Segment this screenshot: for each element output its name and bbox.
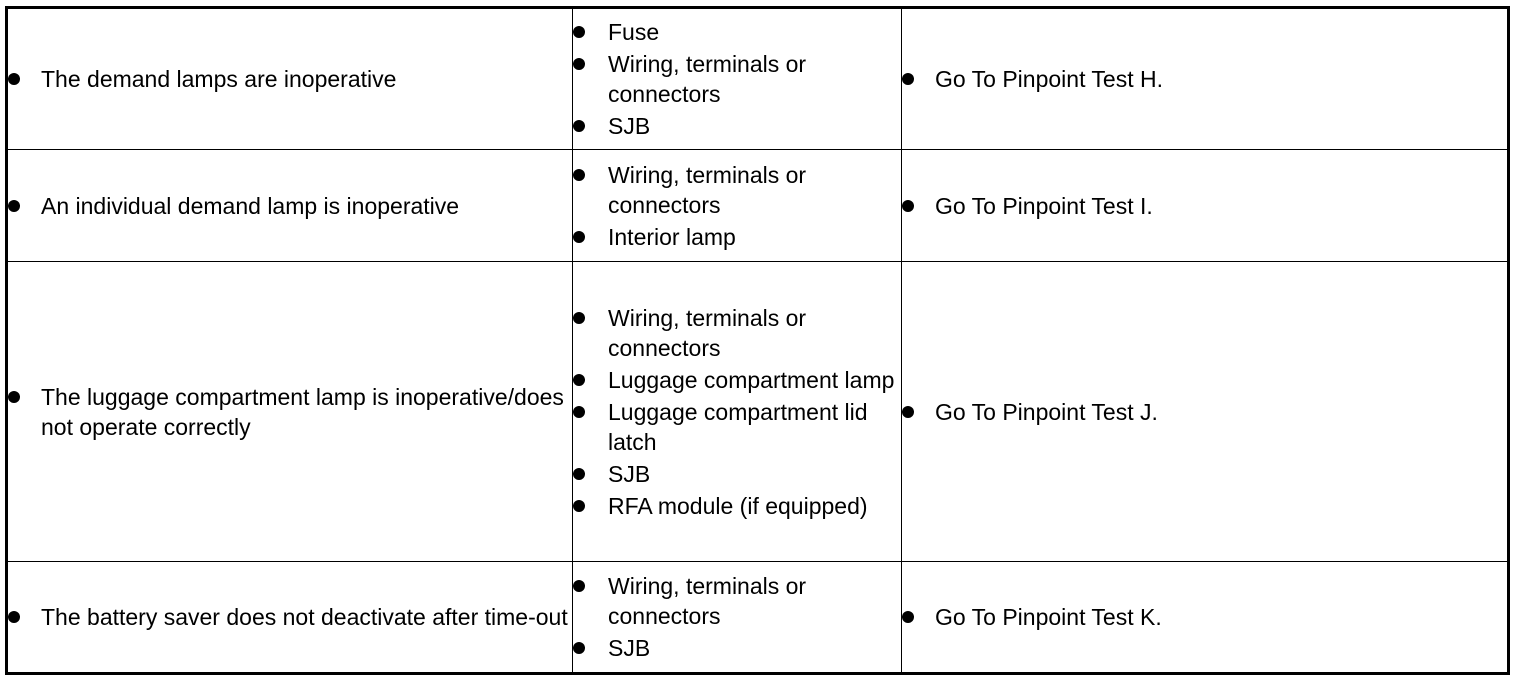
action-cell xyxy=(902,262,1509,562)
condition-text: The battery saver does not deactivate after time-out xyxy=(41,604,568,630)
source-text: Wiring, terminals or connectors xyxy=(608,573,807,629)
condition-text: The luggage compartment lamp is inoperative/does not operate correctly xyxy=(41,383,564,440)
source-text: SJB xyxy=(608,460,651,487)
condition-cell xyxy=(7,8,573,150)
list-item xyxy=(573,17,901,47)
bullet-icon xyxy=(8,611,20,623)
list-item xyxy=(573,303,901,363)
source-text: Luggage compartment lid latch xyxy=(608,398,868,455)
source-text: Fuse xyxy=(608,19,660,45)
bullet-icon xyxy=(8,200,20,212)
bullet-icon xyxy=(573,169,585,181)
list-item xyxy=(573,111,901,141)
bullet-icon xyxy=(573,642,585,654)
action-text: Go To Pinpoint Test I. xyxy=(935,192,1153,219)
condition-cell xyxy=(7,150,573,262)
list-item xyxy=(573,49,901,109)
bullet-icon xyxy=(8,73,20,85)
bullet-icon xyxy=(573,374,585,386)
possible-source-cell xyxy=(573,262,902,562)
list-item xyxy=(8,602,572,632)
source-text: Wiring, terminals or connectors xyxy=(608,51,807,107)
condition-cell xyxy=(7,562,573,674)
possible-source-cell xyxy=(573,8,902,150)
condition-text: The demand lamps are inoperative xyxy=(41,66,397,92)
possible-source-cell xyxy=(573,562,902,674)
bullet-icon xyxy=(573,468,585,480)
list-item xyxy=(8,191,572,221)
list-item xyxy=(902,191,1507,221)
bullet-icon xyxy=(902,200,914,212)
table-row xyxy=(7,262,1509,562)
list-item xyxy=(573,160,901,220)
bullet-icon xyxy=(573,500,585,512)
condition-text: An individual demand lamp is inoperative xyxy=(41,192,460,219)
bullet-icon xyxy=(573,312,585,324)
bullet-icon xyxy=(573,406,585,418)
list-item xyxy=(573,365,901,395)
table-row xyxy=(7,8,1509,150)
bullet-icon xyxy=(8,391,20,403)
list-item xyxy=(573,222,901,252)
list-item xyxy=(8,382,572,442)
source-text: RFA module (if equipped) xyxy=(608,492,868,519)
list-item xyxy=(902,64,1507,94)
bullet-icon xyxy=(573,231,585,243)
table-row xyxy=(7,562,1509,674)
list-item xyxy=(573,397,901,457)
bullet-icon xyxy=(573,120,585,132)
action-text: Go To Pinpoint Test K. xyxy=(935,604,1162,630)
bullet-icon xyxy=(902,611,914,623)
bullet-icon xyxy=(902,406,914,418)
source-text: SJB xyxy=(608,113,651,139)
list-item xyxy=(573,491,901,521)
action-cell xyxy=(902,562,1509,674)
source-text: Wiring, terminals or connectors xyxy=(608,161,807,218)
possible-source-cell xyxy=(573,150,902,262)
action-text: Go To Pinpoint Test J. xyxy=(935,398,1158,425)
source-text: SJB xyxy=(608,635,651,661)
source-text: Interior lamp xyxy=(608,223,736,250)
action-cell xyxy=(902,150,1509,262)
symptom-chart-table xyxy=(5,6,1510,675)
list-item xyxy=(902,602,1507,632)
bullet-icon xyxy=(573,26,585,38)
list-item xyxy=(573,571,901,631)
source-text: Luggage compartment lamp xyxy=(608,366,895,393)
list-item xyxy=(573,633,901,663)
source-text: Wiring, terminals or connectors xyxy=(608,304,807,361)
condition-cell xyxy=(7,262,573,562)
bullet-icon xyxy=(902,73,914,85)
list-item xyxy=(8,64,572,94)
action-text: Go To Pinpoint Test H. xyxy=(935,66,1164,92)
table-row xyxy=(7,150,1509,262)
bullet-icon xyxy=(573,58,585,70)
action-cell xyxy=(902,8,1509,150)
list-item xyxy=(902,397,1507,427)
list-item xyxy=(573,459,901,489)
bullet-icon xyxy=(573,580,585,592)
